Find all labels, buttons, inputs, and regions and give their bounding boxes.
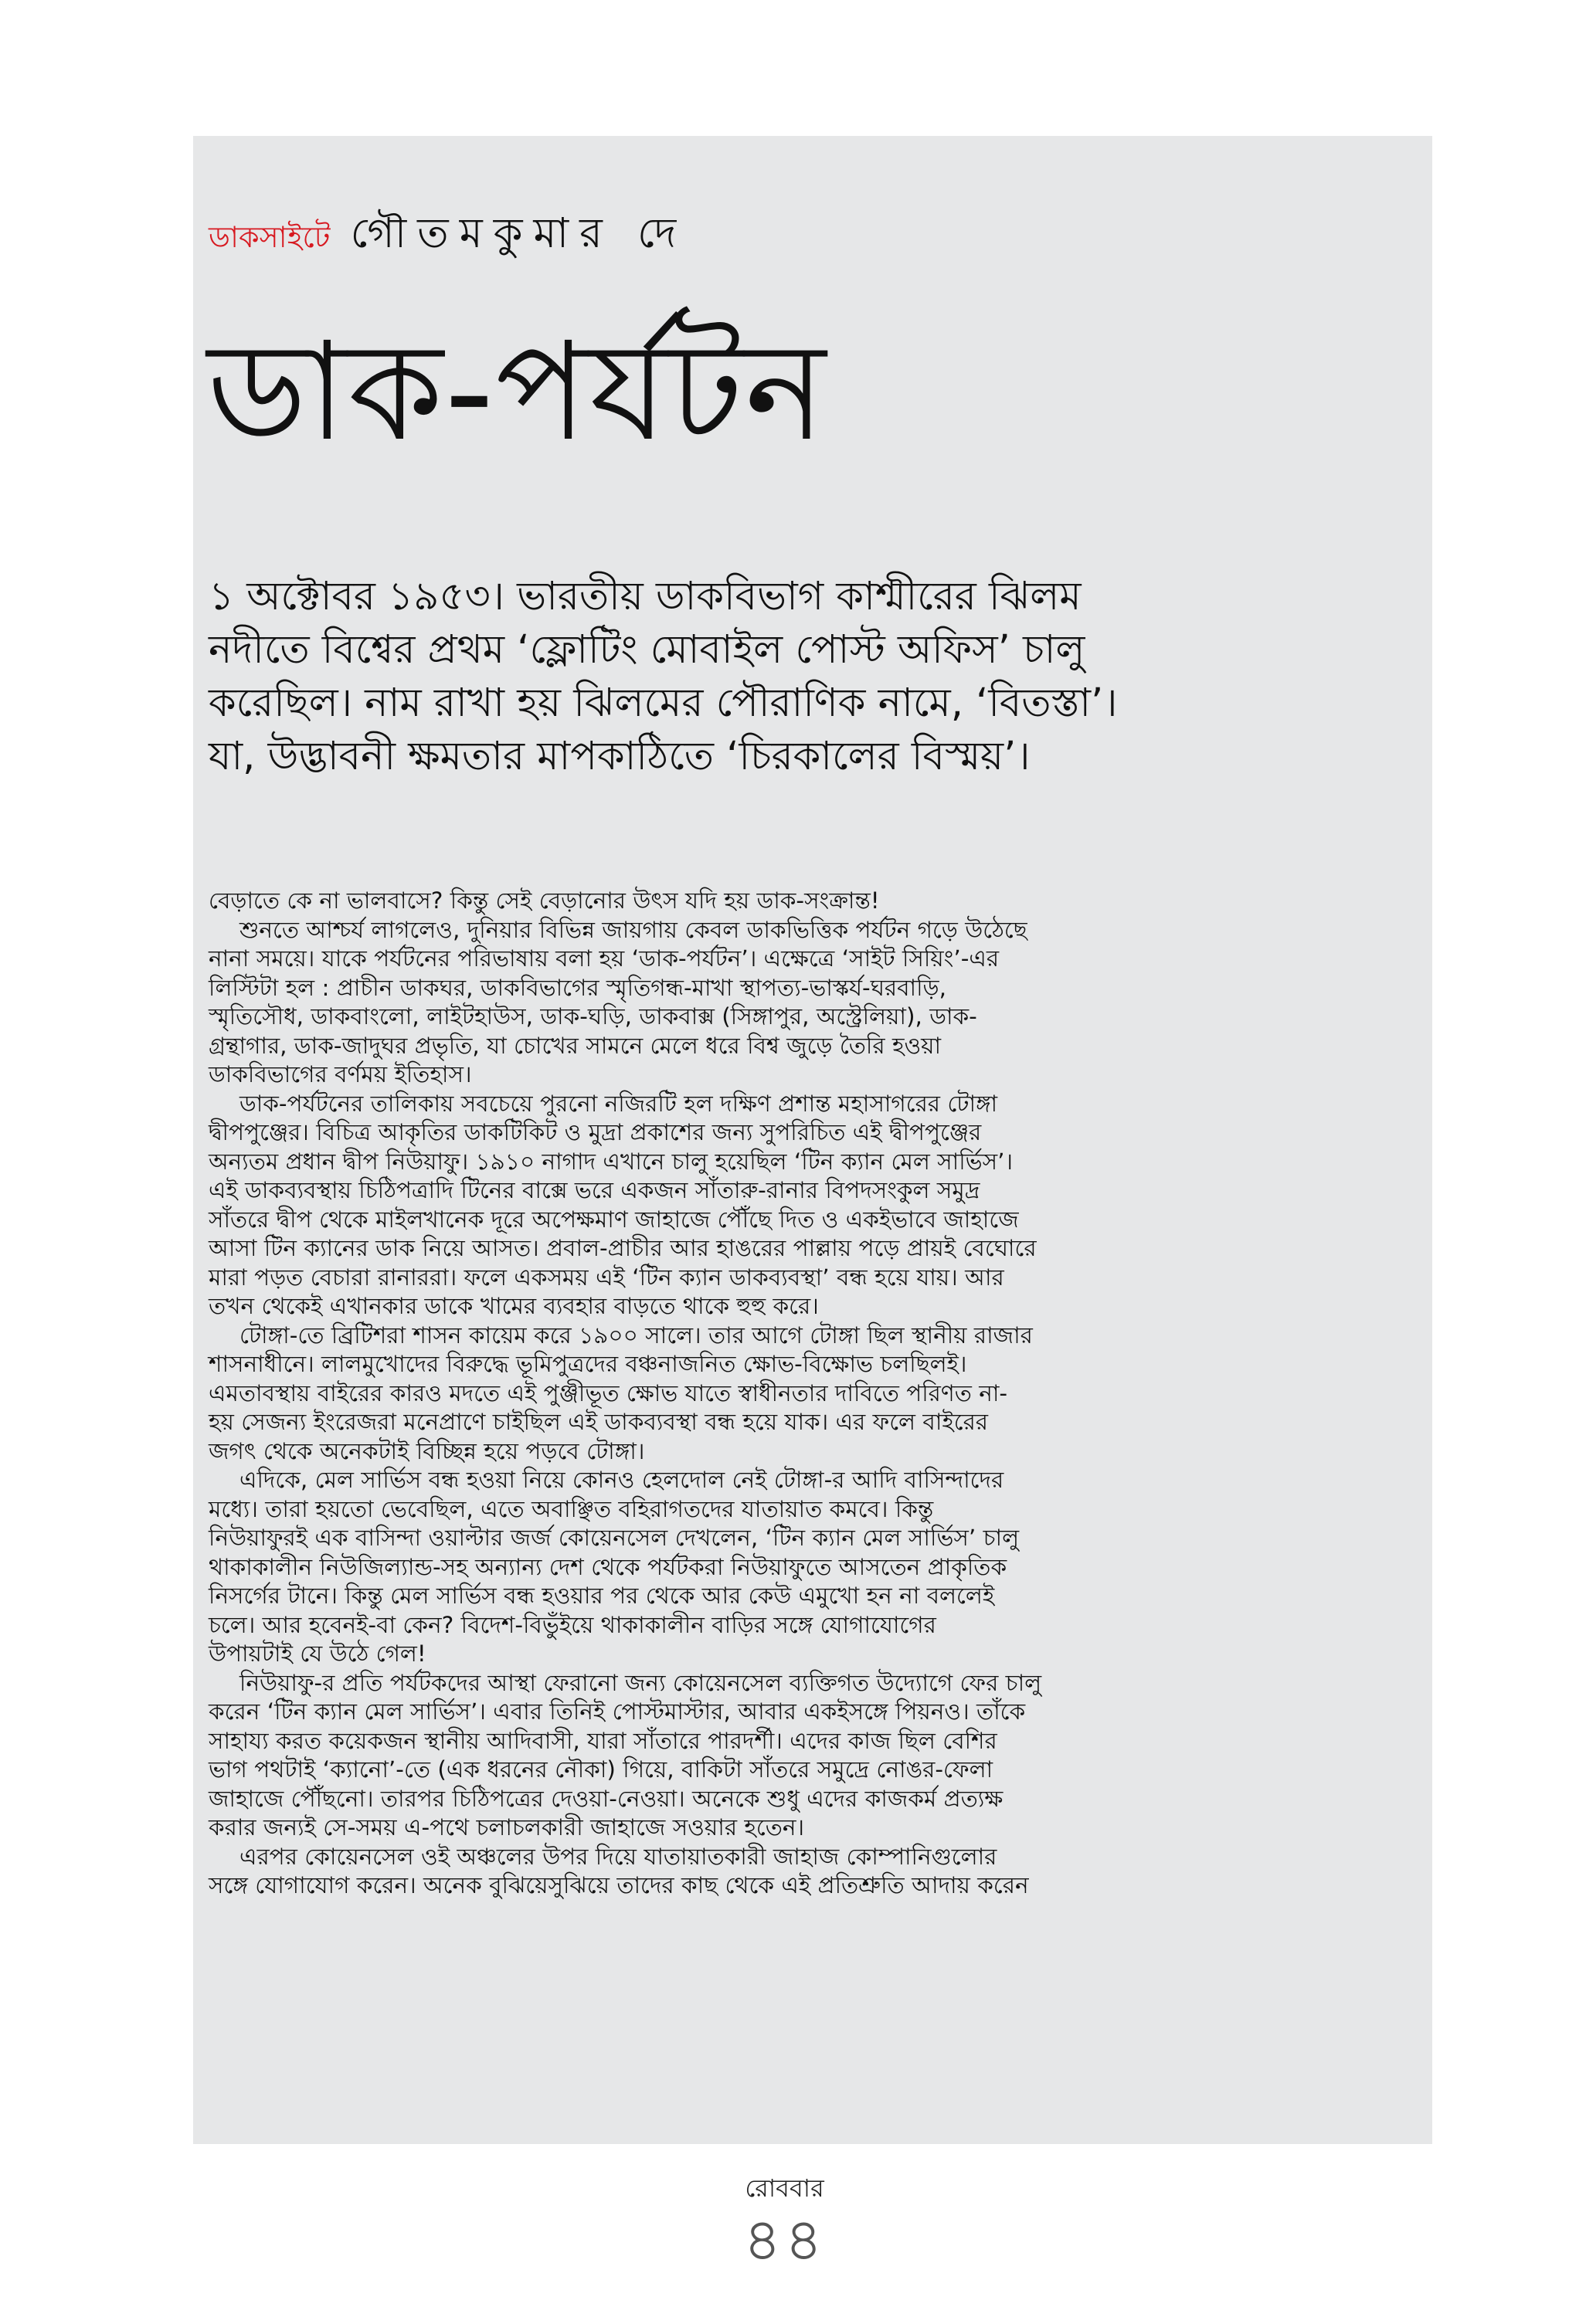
intro-line: যা, উদ্ভাবনী ক্ষমতার মাপকাঠিতে ‘চিরকালের বিস্ময়’।	[209, 734, 1031, 779]
body-line: থাকাকালীন নিউজিল্যান্ড-সহ অন্যান্য দেশ থেকে পর্যটকরা নিউয়াফুতে আসতেন প্রাকৃতিক	[209, 1553, 1007, 1580]
body-line: এদিকে, মেল সার্ভিস বন্ধ হওয়া নিয়ে কোনও হেলদোল নেই টোঙ্গা-র আদি বাসিন্দাদের	[239, 1467, 1004, 1493]
intro-line: ১ অক্টোবর ১৯৫৩। ভারতীয় ডাকবিভাগ কাশ্মীরের ঝিলম	[209, 574, 1082, 619]
article-body	[209, 887, 1398, 1901]
body-line: মধ্যে। তারা হয়তো ভেবেছিল, এতে অবাঞ্ছিত বহিরাগতদের যাতায়াত কমবে। কিন্তু	[209, 1495, 934, 1522]
body-line: করেন ‘টিন ক্যান মেল সার্ভিস’। এবার তিনিই পোস্টমাস্টার, আবার একইসঙ্গে পিয়নও। তাঁকে	[209, 1698, 1026, 1725]
body-line: চলে। আর হবেনই-বা কেন? বিদেশ-বিভুঁইয়ে থাকাকালীন বাড়ির সঙ্গে যোগাযোগের	[209, 1611, 936, 1638]
body-line: টোঙ্গা-তে ব্রিটিশরা শাসন কায়েম করে ১৯০০ সালে। তার আগে টোঙ্গা ছিল স্থানীয় রাজার	[239, 1321, 1033, 1349]
body-line: নিসর্গের টানে। কিন্তু মেল সার্ভিস বন্ধ হওয়ার পর থেকে আর কেউ এমুখো হন না বললেই	[209, 1583, 995, 1609]
body-line: সঙ্গে যোগাযোগ করেন। অনেক বুঝিয়েসুঝিয়ে তাদের কাছ থেকে এই প্রতিশ্রুতি আদায় করেন	[209, 1872, 1029, 1898]
body-line: মারা পড়ত বেচারা রানাররা। ফলে একসময় এই ‘টিন ক্যান ডাকব্যবস্থা’ বন্ধ হয়ে যায়। আর	[209, 1264, 1004, 1291]
body-line: শাসনাধীনে। লালমুখোদের বিরুদ্ধে ভূমিপুত্রদের বঞ্চনাজনিত ক্ষোভ-বিক্ষোভ চলছিলই।	[209, 1351, 967, 1377]
body-line: জগৎ থেকে অনেকটাই বিচ্ছিন্ন হয়ে পড়বে টোঙ্গা।	[209, 1437, 645, 1464]
headline: ডাক-পর্যটন	[207, 313, 828, 471]
body-line: বেড়াতে কে না ভালবাসে? কিন্তু সেই বেড়ানোর উৎস যদি হয় ডাক-সংক্রান্ত!	[209, 887, 880, 914]
intro-paragraph	[209, 570, 1398, 783]
page-number: ৪৪	[743, 2205, 826, 2274]
body-line: করার জন্যই সে-সময় এ-পথে চলাচলকারী জাহাজে সওয়ার হতেন।	[209, 1814, 805, 1841]
body-line: গ্রন্থাগার, ডাক-জাদুঘর প্রভৃতি, যা চোখের সামনে মেলে ধরে বিশ্ব জুড়ে তৈরি হওয়া	[209, 1032, 942, 1059]
body-line: আসা টিন ক্যানের ডাক নিয়ে আসত। প্রবাল-প্রাচীর আর হাঙরের পাল্লায় পড়ে প্রায়ই বেঘোরে	[209, 1235, 1037, 1261]
body-line: সাঁতরে দ্বীপ থেকে মাইলখানেক দূরে অপেক্ষমাণ জাহাজে পৌঁছে দিত ও একইভাবে জাহাজে	[209, 1206, 1019, 1233]
body-line: নানা সময়ে। যাকে পর্যটনের পরিভাষায় বলা হয় ‘ডাক-পর্যটন’। এক্ষেত্রে ‘সাইট সিয়িং’-এর	[209, 945, 1000, 972]
body-line: শুনতে আশ্চর্য লাগলেও, দুনিয়ার বিভিন্ন জায়গায় কেবল ডাকভিত্তিক পর্যটন গড়ে উঠেছে	[239, 916, 1027, 943]
body-line: ডাকবিভাগের বর্ণময় ইতিহাস।	[209, 1061, 472, 1087]
body-line: লিস্টিটা হল : প্রাচীন ডাকঘর, ডাকবিভাগের স্মৃতিগন্ধ-মাখা স্থাপত্য-ভাস্কর্য-ঘরবাড়ি,	[209, 974, 946, 1001]
body-line: নিউয়াফুরই এক বাসিন্দা ওয়াল্টার জর্জ কোয়েনসেল দেখলেন, ‘টিন ক্যান মেল সার্ভিস’ চালু	[209, 1525, 1020, 1551]
body-line: সাহায্য করত কয়েকজন স্থানীয় আদিবাসী, যারা সাঁতারে পারদর্শী। এদের কাজ ছিল বেশির	[209, 1727, 997, 1754]
body-line: এই ডাকব্যবস্থায় চিঠিপত্রাদি টিনের বাক্সে ভরে একজন সাঁতারু-রানার বিপদসংকুল সমুদ্র	[209, 1177, 980, 1203]
body-line: তখন থেকেই এখানকার ডাকে খামের ব্যবহার বাড়তে থাকে হুহু করে।	[209, 1293, 819, 1319]
section-label: ডাকসাইটে	[209, 220, 331, 254]
body-line: জাহাজে পৌঁছনো। তারপর চিঠিপত্রের দেওয়া-নেওয়া। অনেকে শুধু এদের কাজকর্ম প্রত্যক্ষ	[209, 1785, 1004, 1812]
author-name: গৌতমকুমার দে	[350, 209, 688, 257]
body-line: ডাক-পর্যটনের তালিকায় সবচেয়ে পুরনো নজিরটি হল দক্ষিণ প্রশান্ত মহাসাগরের টোঙ্গা	[239, 1090, 998, 1117]
body-line: হয় সেজন্য ইংরেজরা মনেপ্রাণে চাইছিল এই ডাকব্যবস্থা বন্ধ হয়ে যাক। এর ফলে বাইরের	[209, 1409, 989, 1435]
body-line: স্মৃতিসৌধ, ডাকবাংলো, লাইটহাউস, ডাক-ঘড়ি, ডাকবাক্স (সিঙ্গাপুর, অস্ট্রেলিয়া), ডাক-	[209, 1003, 977, 1030]
body-line: এরপর কোয়েনসেল ওই অঞ্চলের উপর দিয়ে যাতায়াতকারী জাহাজ কোম্পানিগুলোর	[239, 1843, 997, 1870]
body-line: অন্যতম প্রধান দ্বীপ নিউয়াফু। ১৯১০ নাগাদ এখানে চালু হয়েছিল ‘টিন ক্যান মেল সার্ভিস’।	[209, 1148, 1014, 1175]
intro-line: করেছিল। নাম রাখা হয় ঝিলমের পৌরাণিক নামে, ‘বিতস্তা’।	[209, 680, 1118, 726]
body-line: দ্বীপপুঞ্জের। বিচিত্র আকৃতির ডাকটিকিট ও মুদ্রা প্রকাশের জন্য সুপরিচিত এই দ্বীপপুঞ্জের	[209, 1119, 982, 1145]
body-line: নিউয়াফু-র প্রতি পর্যটকদের আস্থা ফেরানো জন্য কোয়েনসেল ব্যক্তিগত উদ্যোগে ফের চালু	[239, 1669, 1042, 1696]
body-line: ভাগ পথটাই ‘ক্যানো’-তে (এক ধরনের নৌকা) গিয়ে, বাকিটা সাঁতরে সমুদ্রে নোঙর-ফেলা	[209, 1756, 993, 1783]
publication-name: রোববার	[745, 2173, 824, 2203]
intro-line: নদীতে বিশ্বের প্রথম ‘ফ্লোটিং মোবাইল পোস্ট অফিস’ চালু	[209, 627, 1085, 673]
byline	[209, 201, 687, 270]
body-line: এমতাবস্থায় বাইরের কারও মদতে এই পুঞ্জীভূত ক্ষোভ যাতে স্বাধীনতার দাবিতে পরিণত না-	[209, 1379, 1008, 1406]
body-line: উপায়টাই যে উঠে গেল!	[209, 1640, 426, 1667]
